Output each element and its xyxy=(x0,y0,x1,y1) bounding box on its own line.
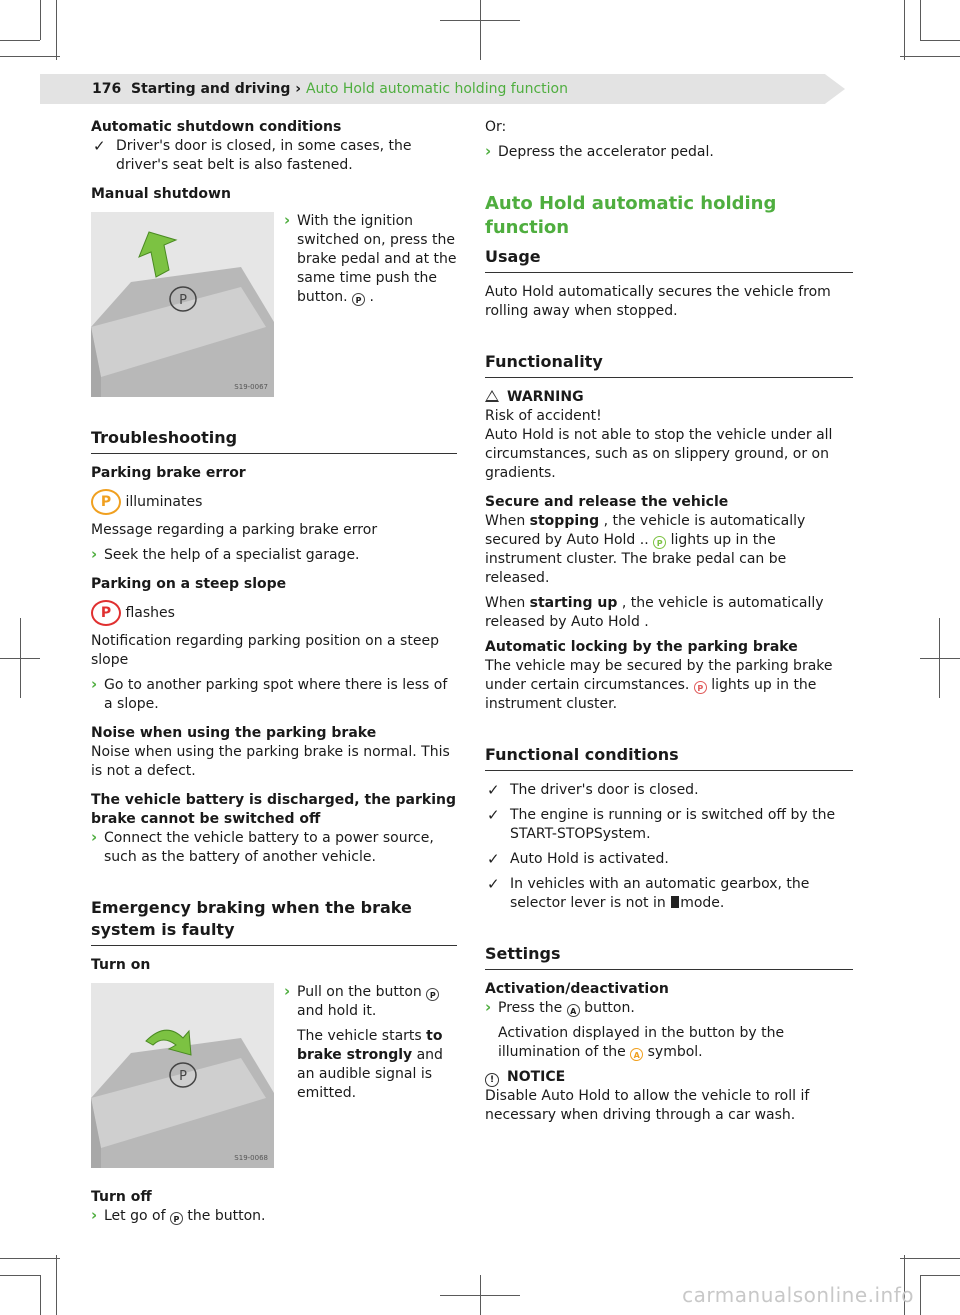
page-number: 176 xyxy=(92,81,122,97)
arrow-icon: › xyxy=(485,998,492,1016)
fig1-step-text: With the ignition switched on, press the brake pedal and at the same time push the button. xyxy=(297,213,457,305)
auto-hold-active-icon: A xyxy=(630,1048,643,1061)
crop-mark xyxy=(20,618,21,698)
fig2-step-text: Pull on the button xyxy=(297,984,427,1000)
crop-mark xyxy=(40,0,41,40)
battery-action xyxy=(91,829,457,867)
steep-action xyxy=(91,676,457,714)
condition-item xyxy=(485,806,853,844)
noise-text: Noise when using the parking brake is normal. This is not a defect. xyxy=(91,744,450,779)
autolock-text xyxy=(485,657,853,714)
breadcrumb-section[interactable]: Starting and driving xyxy=(130,81,291,97)
crop-mark xyxy=(56,1255,57,1315)
manual-shutdown-heading: Manual shutdown xyxy=(91,186,231,202)
breadcrumb xyxy=(92,81,568,97)
figure-parking-brake-pull xyxy=(91,983,274,1168)
secure-heading: Secure and release the vehicle xyxy=(485,494,729,510)
check-icon: ✓ xyxy=(487,806,500,824)
crop-mark xyxy=(0,56,60,57)
usage-text: Auto Hold automatically secures the vehicle from rolling away when stopped. xyxy=(485,284,831,319)
arrow-icon: › xyxy=(485,142,492,160)
usage-heading: Usage xyxy=(485,246,853,273)
or-action-text: Depress the accelerator pedal. xyxy=(498,144,714,160)
warning-icon xyxy=(485,390,499,402)
secure-a: When xyxy=(485,513,530,529)
figure-parking-brake-push xyxy=(91,212,274,397)
activation-b: symbol. xyxy=(643,1044,703,1060)
parking-brake-fault-icon: P xyxy=(91,600,121,626)
watermark[interactable]: carmanualsonline.info xyxy=(682,1283,914,1307)
pb-error-action xyxy=(91,546,457,565)
battery-heading: The vehicle battery is discharged, the parking brake cannot be switched off xyxy=(91,792,456,827)
condition-end: mode. xyxy=(680,895,725,911)
auto-hold-green-icon: P xyxy=(653,536,666,549)
left-column xyxy=(91,118,457,1226)
turn-off-step xyxy=(91,1207,457,1226)
main-heading: Auto Hold automatic holding function xyxy=(485,193,777,238)
secure-d: lights up in the instrument cluster. The brake pedal can be released. xyxy=(485,532,787,586)
turn-on-heading: Turn on xyxy=(91,957,151,973)
pb-error-heading: Parking brake error xyxy=(91,465,246,481)
autolock-a: The vehicle may be secured by the parking brake under certain circumstances. xyxy=(485,658,833,693)
notice-label xyxy=(485,1068,853,1087)
crop-mark xyxy=(920,0,921,40)
arrow-icon: › xyxy=(91,545,98,563)
secure-text xyxy=(485,512,853,588)
secure-b: stopping xyxy=(529,513,600,529)
emergency-heading: Emergency braking when the brake system is faulty xyxy=(91,897,457,946)
release-text xyxy=(485,594,853,632)
turn-off-heading: Turn off xyxy=(91,1189,152,1205)
parking-brake-warning-icon: P xyxy=(91,489,121,515)
fig2-step xyxy=(284,983,457,1021)
autolock-heading: Automatic locking by the parking brake xyxy=(485,639,798,655)
press-step xyxy=(485,999,853,1018)
turn-off-b: the button. xyxy=(182,1208,266,1224)
auto-shutdown-text: Driver's door is closed, in some cases, the driver's seat belt is also fastened. xyxy=(116,138,412,173)
functionality-heading: Functionality xyxy=(485,351,853,378)
auto-shutdown-item xyxy=(91,137,457,175)
arrow-icon: › xyxy=(91,1206,98,1224)
release-b: starting up xyxy=(529,595,618,611)
push-arrow-icon xyxy=(139,232,176,277)
steep-state-text: flashes xyxy=(121,605,175,621)
figure-label: S19-0068 xyxy=(234,1154,268,1162)
parking-brake-icon: P xyxy=(170,1212,183,1225)
crop-mark xyxy=(920,1275,960,1276)
condition-item xyxy=(485,781,853,800)
condition-item xyxy=(485,875,853,913)
arrow-icon: › xyxy=(284,211,291,229)
right-column xyxy=(485,118,853,1125)
parking-brake-red-icon: P xyxy=(694,681,707,694)
release-c: , the vehicle is automatically released by Auto Hold . xyxy=(485,595,824,630)
crop-mark xyxy=(920,658,960,659)
auto-hold-icon: A xyxy=(567,1004,580,1017)
warning-label-text: WARNING xyxy=(507,389,584,405)
figure-label: S19-0067 xyxy=(234,383,268,391)
press-b: button. xyxy=(579,1000,635,1016)
activation-heading: Activation/deactivation xyxy=(485,981,669,997)
warning-title: Risk of accident! xyxy=(485,408,602,424)
fig1-p-letter: P xyxy=(179,293,187,308)
parking-brake-push-illustration xyxy=(91,212,274,397)
crop-mark xyxy=(904,0,905,60)
condition-text: In vehicles with an automatic gearbox, the selector lever is not in xyxy=(510,876,810,911)
check-icon: ✓ xyxy=(487,781,500,799)
auto-shutdown-heading: Automatic shutdown conditions xyxy=(91,119,342,135)
check-icon: ✓ xyxy=(487,850,500,868)
breadcrumb-subsection[interactable]: Auto Hold automatic holding function xyxy=(305,81,568,97)
crop-mark xyxy=(480,1275,481,1315)
fig2-result-b: to brake strongly xyxy=(297,1028,443,1063)
fig2-step-end: and hold it. xyxy=(297,1003,377,1019)
steep-msg: Notification regarding parking position on a steep slope xyxy=(91,633,439,668)
warning-text: Auto Hold is not able to stop the vehicle under all circumstances, such as on slippery ground, or on gradients. xyxy=(485,427,833,481)
notice-text: Disable Auto Hold to allow the vehicle to roll if necessary when driving through a car wash. xyxy=(485,1088,810,1123)
fig2-result-c: and an audible signal is emitted. xyxy=(297,1047,443,1101)
arrow-icon: › xyxy=(284,982,291,1000)
release-a: When xyxy=(485,595,530,611)
parking-brake-icon: P xyxy=(352,293,365,306)
troubleshooting-heading: Troubleshooting xyxy=(91,427,457,454)
pb-error-state xyxy=(91,489,457,515)
gear-n-icon xyxy=(671,896,679,908)
notice-label-text: NOTICE xyxy=(507,1069,566,1085)
condition-text: Auto Hold is activated. xyxy=(510,851,669,867)
crop-mark xyxy=(0,1258,60,1259)
crop-mark xyxy=(920,40,960,41)
activation-a: Activation displayed in the button by the illumination of the xyxy=(498,1025,785,1060)
noise-heading: Noise when using the parking brake xyxy=(91,725,377,741)
settings-heading: Settings xyxy=(485,943,853,970)
or-text: Or: xyxy=(485,119,507,135)
activation-text xyxy=(485,1024,853,1062)
crop-mark xyxy=(900,56,960,57)
crop-mark xyxy=(480,0,481,60)
or-action xyxy=(485,143,853,162)
figure-row-1 xyxy=(91,212,457,397)
crop-mark xyxy=(0,40,40,41)
parking-brake-pull-illustration xyxy=(91,983,274,1168)
crop-mark xyxy=(939,618,940,698)
fig1-step xyxy=(284,212,457,307)
steep-action-text: Go to another parking spot where there is less of a slope. xyxy=(104,677,448,712)
battery-action-text: Connect the vehicle battery to a power source, such as the battery of another vehicle. xyxy=(104,830,434,865)
condition-text: The engine is running or is switched off by the START-STOPSystem. xyxy=(510,807,836,842)
crop-mark xyxy=(920,1275,921,1315)
fig2-instructions xyxy=(284,983,457,1168)
autolock-b: lights up in the instrument cluster. xyxy=(485,677,817,712)
parking-brake-icon: P xyxy=(426,988,439,1001)
crop-mark xyxy=(40,1275,41,1315)
fig1-step-end: . xyxy=(365,289,374,305)
notice-icon: ! xyxy=(485,1073,499,1087)
pb-error-action-text: Seek the help of a specialist garage. xyxy=(104,547,360,563)
fig1-instructions xyxy=(284,212,457,397)
fig2-p-letter: P xyxy=(179,1069,187,1084)
figure-row-2 xyxy=(91,983,457,1168)
arrow-icon: › xyxy=(91,828,98,846)
steep-heading: Parking on a steep slope xyxy=(91,576,287,592)
arrow-icon: › xyxy=(91,675,98,693)
check-icon: ✓ xyxy=(93,137,106,155)
pb-error-state-text: illuminates xyxy=(121,494,203,510)
turn-off-a: Let go of xyxy=(104,1208,170,1224)
steep-state xyxy=(91,600,457,626)
secure-c: , the vehicle is automatically secured by Auto Hold .. xyxy=(485,513,806,548)
press-a: Press the xyxy=(498,1000,567,1016)
breadcrumb-separator: › xyxy=(290,81,306,97)
condition-text: The driver's door is closed. xyxy=(510,782,699,798)
warning-label xyxy=(485,388,853,407)
crop-mark xyxy=(56,0,57,60)
fig2-result-a: The vehicle starts xyxy=(297,1028,427,1044)
conditions-heading: Functional conditions xyxy=(485,744,853,771)
fig2-result xyxy=(284,1027,457,1103)
crop-mark xyxy=(900,1258,960,1259)
pb-error-msg: Message regarding a parking brake error xyxy=(91,522,378,538)
condition-item xyxy=(485,850,853,869)
check-icon: ✓ xyxy=(487,875,500,893)
crop-mark xyxy=(0,1275,40,1276)
